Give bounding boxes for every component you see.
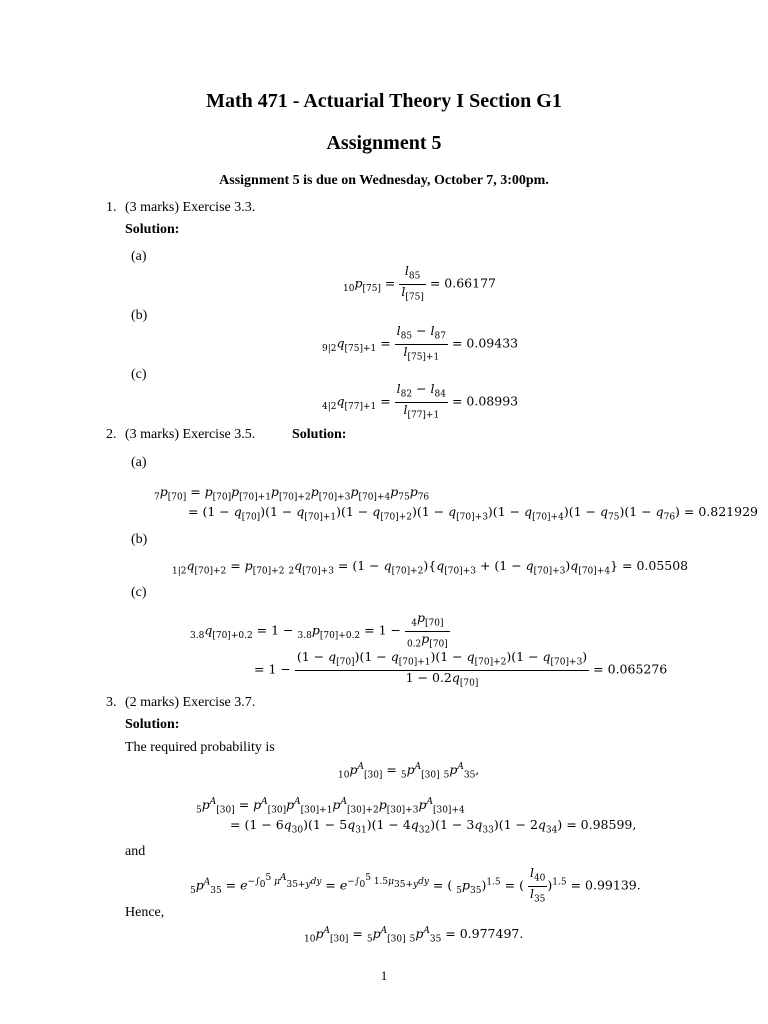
q3-result2: = 0.99139.	[570, 877, 641, 893]
q2-part-c-equation-line1: $_{3.8}q_{[70]+0.2} = 1 - _{3.8}p_{[70]+0.2} = 1$ − $\frac{_4p_{[70]}}{_{0.2}p_{[70]}}$	[190, 610, 448, 649]
page-number: 1	[380, 968, 388, 983]
q2-number: 2.	[106, 427, 117, 442]
document-title: Math 471 - Actuarial Theory I Section G1	[206, 90, 562, 112]
q3-text: (2 marks) Exercise 3.7.	[125, 695, 256, 710]
q3-result1: = 0.98599,	[566, 817, 637, 832]
q3-equation-5p35: $_5p^A_{35} = e^{-\int_0^5 \mu^A_{35+y}dy} = e^{-\int_0^5 1.5\mu_{35+y}dy}$ = ( $_5p_{35})^{1.5}$ = ( $\frac{l_{40}}{l_{35}}$ )$^{1.5}$ = 0.99139.	[190, 865, 641, 904]
q1-part-a-label: (a)	[131, 249, 147, 264]
q2-solution-label: Solution:	[292, 427, 347, 442]
q2-part-c-equation-line2: = 1 − $\frac{(1 - q_{[70]})(1 - q_{[70]+1})(1 - q_{[70]+2})(1 - q_{[70]+3})}{1 - 0.2q_{[70]}}$ = 0.065276	[254, 649, 668, 688]
q1-part-c-label: (c)	[131, 367, 147, 382]
q1-text: (3 marks) Exercise 3.3.	[125, 200, 256, 215]
q3-intro-text: The required probability is	[125, 740, 275, 755]
q2-part-a-equation-line2: = $(1 - q_{[70]})(1 - q_{[70]+1})(1 - q_{[70]+2})(1 - q_{[70]+3})(1 - q_{[70]+4})(1 - q_{75})(1 - q_{76}) = 0.821929$	[188, 504, 758, 523]
q3-hence-text: Hence,	[125, 905, 165, 920]
q3-result3: = 0.977497.	[445, 926, 524, 942]
q3-equation-5p30-line1: $_5p^A_{[30]} = p^A_{[30]}p^A_{[30]+1}p^A_{[30]+2}p_{[30]+3}p^A_{[30]+4}$	[196, 797, 465, 816]
q1-part-c-equation: $_{4|2}q_{[77]+1}$ = $\frac{l_{82} - l_{84}}{l_{[77]+1}}$ = 0.08993	[322, 381, 519, 420]
q2-part-b-result: = 0.05508	[622, 558, 689, 573]
q3-solution-label: Solution:	[125, 717, 180, 732]
q1-part-a-result: = 0.66177	[429, 275, 496, 291]
q1-part-b-result: = 0.09433	[451, 335, 519, 351]
q1-part-c-result: = 0.08993	[451, 393, 519, 409]
q1-solution-label: Solution:	[125, 222, 180, 237]
q2-part-c-label: (c)	[131, 585, 147, 600]
q3-and-text: and	[125, 844, 146, 859]
q2-part-a-label: (a)	[131, 455, 147, 470]
q3-equation-final: $_{10}p^A_{[30]} = _5p^A_{[30]}$ $_5p^A_{35} = 0.977497$.	[304, 926, 524, 945]
q2-part-c-result: = 0.065276	[593, 661, 668, 677]
q3-equation-5p30-line2: = $(1 - 6q_{30})(1 - 5q_{31})(1 - 4q_{32})(1 - 3q_{33})(1 - 2q_{34}) = 0.98599$,	[230, 817, 637, 836]
q2-part-a-result: = 0.821929	[683, 504, 758, 519]
q1-number: 1.	[106, 200, 117, 215]
q2-part-b-equation: $_{1|2}q_{[70]+2} = p_{[70]+2}$ $_2q_{[70]+3} = (1 - q_{[70]+2})\{q_{[70]+3} + (1 - q_{[70]+3})q_{[70]+4}\} = 0.05508$	[172, 558, 689, 577]
assignment-subtitle: Assignment 5	[326, 132, 442, 154]
q3-equation-required-probability: $_{10}p^A_{[30]} = _5p^A_{[30]}$ $_5p^A_{35}$,	[338, 762, 480, 781]
q1-part-b-equation: $_{9|2}q_{[75]+1}$ = $\frac{l_{85} - l_{87}}{l_{[75]+1}}$ = 0.09433	[322, 323, 519, 362]
q1-part-b-label: (b)	[131, 308, 148, 323]
due-date-notice: Assignment 5 is due on Wednesday, October 7, 3:00pm.	[219, 173, 549, 188]
q2-text: (3 marks) Exercise 3.5.	[125, 427, 256, 442]
q1-part-a-equation: $_{10}p_{[75]}$ = $\frac{l_{85}}{l_{[75]}}$ = 0.66177	[343, 263, 496, 302]
q3-number: 3.	[106, 695, 117, 710]
q2-part-a-equation-line1: $_7p_{[70]} = p_{[70]}p_{[70]+1}p_{[70]+2}p_{[70]+3}p_{[70]+4}p_{75}p_{76}$	[154, 484, 430, 503]
q2-part-b-label: (b)	[131, 532, 148, 547]
